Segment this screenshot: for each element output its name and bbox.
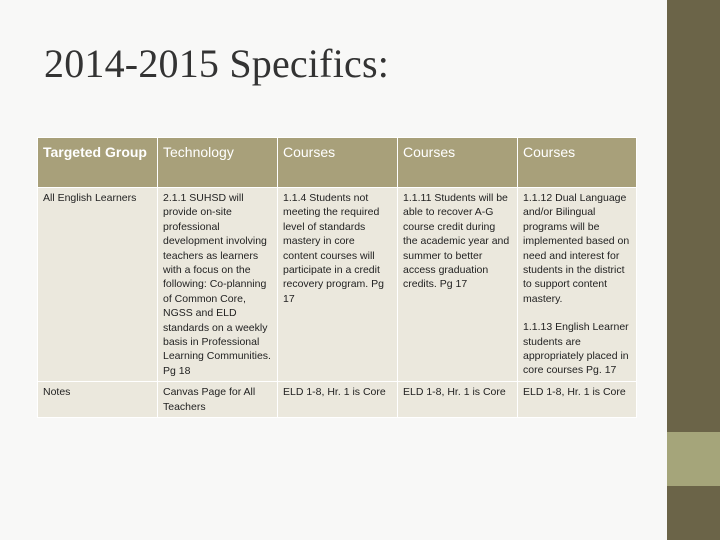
header-courses-1: Courses	[278, 138, 398, 188]
header-courses-2: Courses	[398, 138, 518, 188]
table-header-row	[38, 138, 637, 188]
header-courses-3: Courses	[518, 138, 637, 188]
cell-technology: Canvas Page for All Teachers	[158, 382, 278, 418]
cell-courses-2: 1.1.11 Students will be able to recover A-G course credit during the academic year and summer to better access graduation credits. Pg 17	[398, 188, 518, 382]
sidebar-accent-bottom	[667, 486, 720, 540]
cell-group: Notes	[38, 382, 158, 418]
table-row	[38, 382, 637, 418]
cell-courses-1: 1.1.4 Students not meeting the required level of standards mastery in core content courses will participate in a credit recovery program. Pg 17	[278, 188, 398, 382]
sidebar-accent-middle	[667, 432, 720, 486]
cell-courses-3: ELD 1-8, Hr. 1 is Core	[518, 382, 637, 418]
cell-courses-3-item-2: 1.1.13 English Learner students are appropriately placed in core courses Pg. 17	[523, 321, 629, 377]
table-row	[38, 188, 637, 382]
cell-courses-2: ELD 1-8, Hr. 1 is Core	[398, 382, 518, 418]
cell-spacer	[523, 306, 631, 320]
cell-courses-3	[518, 188, 637, 382]
specifics-table	[37, 137, 637, 418]
cell-courses-1: ELD 1-8, Hr. 1 is Core	[278, 382, 398, 418]
cell-group: All English Learners	[38, 188, 158, 382]
cell-technology: 2.1.1 SUHSD will provide on-site professional development involving teachers as learners with a focus on the following: Co-planning of Common Core, NGSS and ELD standards on a weekly basis in Professional Learning Communities. Pg 18	[158, 188, 278, 382]
slide-title: 2014-2015 Specifics:	[44, 41, 390, 86]
sidebar-accent-top	[667, 0, 720, 432]
cell-courses-3-item-1: 1.1.12 Dual Language and/or Bilingual programs will be implemented based on need and interest for students in the district to support content mastery.	[523, 192, 630, 305]
header-technology: Technology	[158, 138, 278, 188]
header-targeted-group: Targeted Group	[38, 138, 158, 188]
